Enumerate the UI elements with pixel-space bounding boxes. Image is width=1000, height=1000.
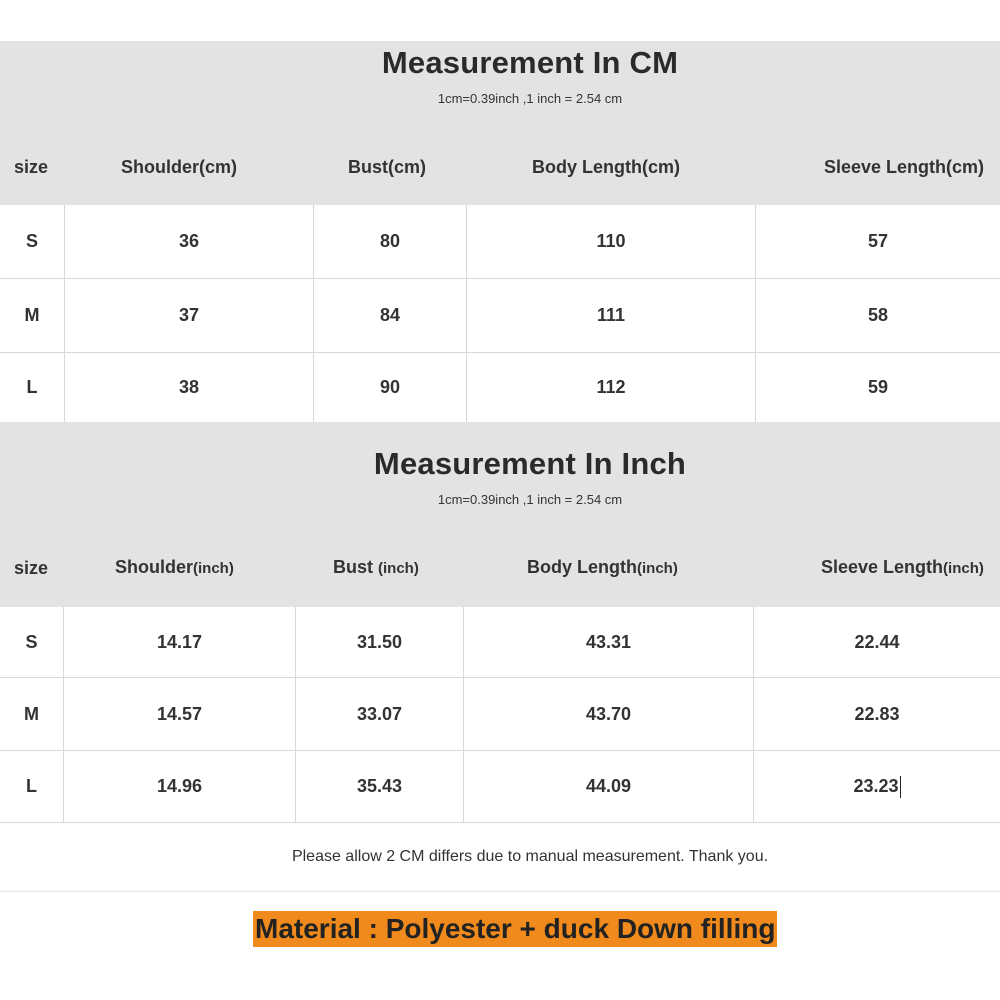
body-length-cell: 111 [466,279,755,352]
cm-header-shoulder: Shoulder(cm) [121,157,238,177]
sleeve-length-cell: 22.83 [753,678,1000,750]
sleeve-length-cell: 58 [755,279,1000,352]
bust-cell: 80 [313,205,466,278]
inch-header-body-length [527,557,678,578]
body-length-cell: 110 [466,205,755,278]
sleeve-length-unit: (inch) [943,560,984,577]
shoulder-cell: 38 [64,353,313,422]
bust-cell: 33.07 [295,678,463,750]
divider [0,891,1000,892]
cm-header-bust: Bust(cm) [348,157,427,177]
table-row [0,279,1000,353]
sleeve-length-cell: 59 [755,353,1000,422]
inch-header-size: size [14,558,49,578]
bust-unit: (inch) [378,560,419,577]
body-length-cell: 43.31 [463,607,753,677]
cm-header-sleeve-length: Sleeve Length(cm) [824,157,985,177]
shoulder-cell: 14.96 [63,751,295,822]
body-length-label: Body Length [527,557,637,577]
bust-cell: 31.50 [295,607,463,677]
cm-table-title: Measurement In CM [381,45,679,80]
sleeve-length-cell: 57 [755,205,1000,278]
size-cell: S [25,631,38,652]
inch-header-bust [333,557,419,578]
material-banner: Material : Polyester + duck Down filling [253,911,777,947]
size-cell: L [26,776,37,796]
size-cell: M [24,305,40,325]
size-cell: M [24,703,39,724]
sleeve-length-cell: 22.44 [753,607,1000,677]
shoulder-cell: 37 [64,279,313,352]
size-cell: S [25,231,38,251]
bust-cell: 90 [313,353,466,422]
inch-header-sleeve-length [821,557,984,578]
cm-header-body-length: Body Length(cm) [532,157,680,177]
cm-header-size: size [14,157,49,177]
cm-conversion-note: 1cm=0.39inch ,1 inch = 2.54 cm [437,91,623,106]
text-cursor [900,776,901,798]
shoulder-cell: 14.57 [63,678,295,750]
shoulder-cell: 36 [64,205,313,278]
sleeve-length-cell [753,751,1000,822]
sleeve-length-label: Sleeve Length [821,557,944,577]
measurement-note: Please allow 2 CM differs due to manual measurement. Thank you. [291,848,769,865]
table-row [0,353,1000,422]
sleeve-length-value: 23.23 [853,776,899,796]
body-length-cell: 112 [466,353,755,422]
shoulder-label: Shoulder [115,557,194,577]
table-row [0,607,1000,678]
inch-conversion-note: 1cm=0.39inch ,1 inch = 2.54 cm [437,492,623,507]
bust-cell: 35.43 [295,751,463,822]
size-cell: L [26,377,38,397]
table-row [0,205,1000,279]
inch-table-title: Measurement In Inch [373,446,687,481]
body-length-unit: (inch) [637,560,678,577]
table-row [0,678,1000,751]
body-length-cell: 44.09 [463,751,753,822]
shoulder-unit: (inch) [193,560,234,577]
body-length-cell: 43.70 [463,678,753,750]
bust-cell: 84 [313,279,466,352]
shoulder-cell: 14.17 [63,607,295,677]
bust-label: Bust [333,557,378,577]
table-row [0,751,1000,823]
inch-header-shoulder [115,557,234,578]
